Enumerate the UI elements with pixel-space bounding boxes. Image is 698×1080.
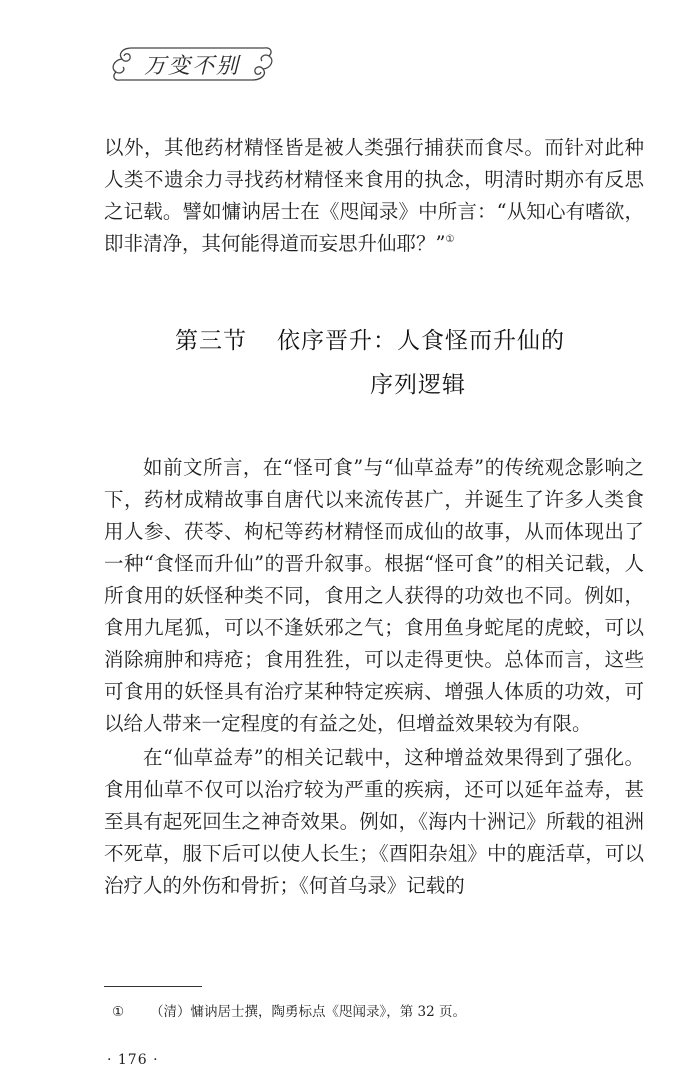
footnote-mark: ① (112, 1004, 125, 1020)
section-number: 第三节 (175, 328, 247, 354)
body-paragraph-2: 如前文所言，在“怪可食”与“仙草益寿”的传统观念影响之下，药材成精故事自唐代以来流传甚广，并诞生了许多人类食用人参、茯苓、枸杞等药材精怪而成仙的故事，从而体现出了一种“食怪而升仙”的晋升叙事。根据“怪可食”的相关记载，人所食用的妖怪种类不同，食用之人获得的功效也不同。例如，食用九尾狐，可以不逢妖邪之气；食用鱼身蛇尾的虎蛟，可以消除痈肿和痔疮；食用狌狌，可以走得更快。总体而言，这些可食用的妖怪具有治疗某种特定疾病、增强人体质的功效，可以给人带来一定程度的有益之处，但增益效果较为有限。 (104, 456, 644, 735)
section-heading-line-1 (175, 320, 645, 362)
footnote-text: （清）慵讷居士撰，陶勇标点《咫闻录》，第 32 页。 (150, 1004, 467, 1020)
footnote-divider (104, 986, 202, 987)
running-title: 万变不别 (144, 54, 241, 79)
body-paragraph-1 (104, 132, 644, 260)
running-header (104, 40, 279, 86)
page-number: · 176 · (107, 1052, 159, 1068)
footnote-reference[interactable]: ① (445, 234, 455, 245)
paragraph-text: 以外，其他药材精怪皆是被人类强行捕获而食尽。而针对此种人类不遗余力寻找药材精怪来食用的执念，明清时期亦有反思之记载。譬如慵讷居士在《咫闻录》中所言：“从知心有嗜欲，即非清净，其何能得道而妄思升仙耶？” (104, 136, 644, 255)
body-paragraph-3: 在“仙草益寿”的相关记载中，这种增益效果得到了强化。食用仙草不仅可以治疗较为严重的疾病，还可以延年益寿，甚至具有起死回生之神奇效果。例如，《海内十洲记》所载的祖洲不死草，服下后可以使人长生；《酉阳杂俎》中的鹿活草，可以治疗人的外伤和骨折；《何首乌录》记载的 (104, 746, 644, 897)
section-title-line-1: 依序晋升：人食怪而升仙的 (277, 328, 565, 354)
section-title-line-2: 序列逻辑 (370, 372, 466, 398)
footnote (112, 1002, 650, 1022)
section-heading-line-2 (370, 364, 570, 406)
